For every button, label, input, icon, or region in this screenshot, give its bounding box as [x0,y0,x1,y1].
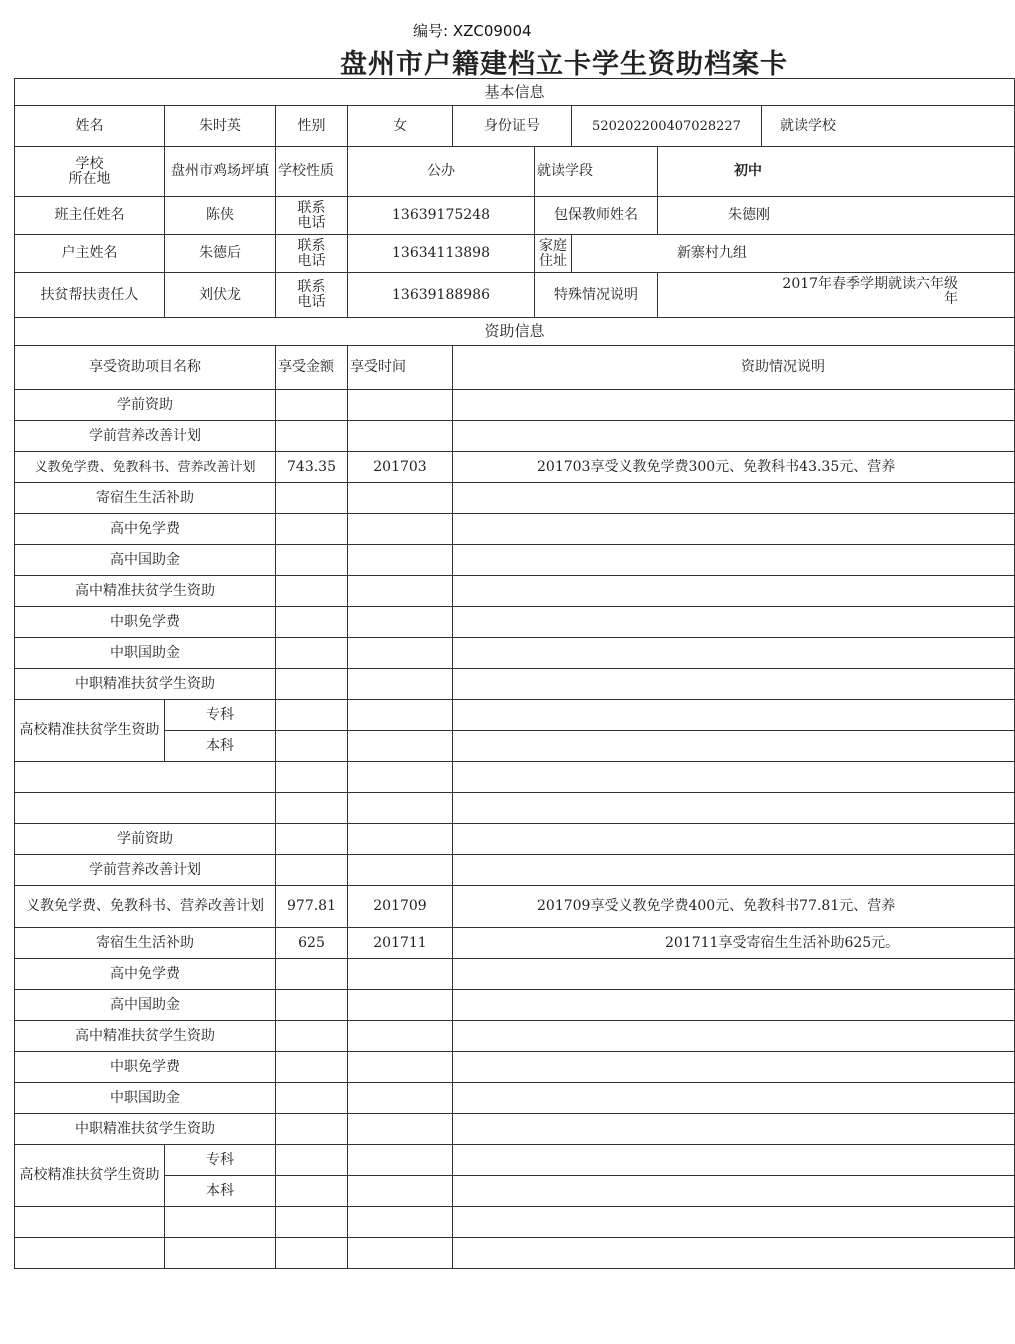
aid-item-time [348,959,453,990]
aid-college-sub2: 本科 [165,1176,276,1207]
aid-item-name: 高中免学费 [15,514,276,545]
aid-row [15,638,1015,669]
aid-item-name: 学前营养改善计划 [15,421,276,452]
value-id: 520202200407028227 [572,106,762,147]
value-head-phone: 13634113898 [348,235,535,273]
value-address: 新寨村九组 [572,235,1015,273]
blank-cell [348,762,453,793]
value-helper-phone: 13639188986 [348,273,535,318]
aid-item-description [453,1021,1015,1052]
aid-item-description [453,390,1015,421]
value-household-head: 朱德后 [165,235,276,273]
aid-item-name: 寄宿生生活补助 [15,483,276,514]
aid-item-description [453,1083,1015,1114]
value-helper: 刘伏龙 [165,273,276,318]
aid-college-description [453,1145,1015,1176]
aid-item-description [453,545,1015,576]
aid-row [15,1083,1015,1114]
aid-item-time [348,607,453,638]
blank-cell [453,762,1015,793]
aid-item-time [348,1114,453,1145]
aid-item-time: 201711 [348,928,453,959]
aid-item-time [348,576,453,607]
aid-item-description: 201703享受义教免学费300元、免教科书43.35元、营养 [453,452,1015,483]
aid-row [15,1052,1015,1083]
blank-cell [453,1207,1015,1238]
aid-college-amount [276,700,348,731]
aid-row [15,990,1015,1021]
aid-row [15,483,1015,514]
aid-item-description [453,990,1015,1021]
aid-item-amount [276,421,348,452]
aid-row [15,669,1015,700]
section-aid-info: 资助信息 [15,318,1015,346]
aid-item-amount [276,576,348,607]
aid-item-time [348,421,453,452]
label-head-phone: 联系 电话 [276,235,348,273]
blank-cell [15,1207,165,1238]
blank-cell [453,793,1015,824]
aid-college-label: 高校精准扶贫学生资助 [15,700,165,762]
blank-row [15,793,1015,824]
blank-cell [15,762,276,793]
aid-item-amount [276,1052,348,1083]
aid-item-description [453,1114,1015,1145]
aid-item-amount [276,855,348,886]
aid-item-name: 中职精准扶贫学生资助 [15,1114,276,1145]
label-school-nature: 学校性质 [276,147,348,197]
aid-item-description [453,959,1015,990]
aid-item-time [348,483,453,514]
aid-item-description [453,421,1015,452]
header-description: 资助情况说明 [453,346,1015,390]
blank-cell [15,793,276,824]
blank-cell [276,793,348,824]
aid-item-time [348,390,453,421]
aid-row-college [15,1176,1015,1207]
aid-item-name: 寄宿生生活补助 [15,928,276,959]
aid-item-name: 高中国助金 [15,990,276,1021]
label-teacher: 班主任姓名 [15,197,165,235]
aid-item-time: 201709 [348,886,453,928]
value-gender: 女 [348,106,453,147]
blank-cell [165,1207,276,1238]
aid-item-time [348,855,453,886]
aid-item-time [348,1083,453,1114]
blank-cell [453,1238,1015,1269]
aid-item-amount [276,959,348,990]
page-title: 盘州市户籍建档立卡学生资助档案卡 [340,49,788,80]
aid-item-amount [276,514,348,545]
blank-cell [348,1238,453,1269]
aid-item-amount [276,1114,348,1145]
aid-college-amount [276,1145,348,1176]
aid-item-amount: 743.35 [276,452,348,483]
aid-row [15,514,1015,545]
aid-item-name: 中职精准扶贫学生资助 [15,669,276,700]
aid-college-description [453,700,1015,731]
blank-cell [348,1207,453,1238]
aid-item-time: 201703 [348,452,453,483]
archive-table [14,78,1015,1269]
aid-item-amount [276,607,348,638]
aid-item-name: 学前营养改善计划 [15,855,276,886]
aid-item-description: 201711享受寄宿生生活补助625元。 [453,928,1015,959]
aid-row [15,824,1015,855]
aid-item-name: 高中精准扶贫学生资助 [15,576,276,607]
label-name: 姓名 [15,106,165,147]
aid-item-time [348,669,453,700]
aid-row [15,390,1015,421]
aid-row-college [15,731,1015,762]
blank-row [15,1238,1015,1269]
serial-number: 编号: XZC09004 [413,22,532,40]
aid-college-time [348,1145,453,1176]
aid-row [15,545,1015,576]
aid-item-time [348,514,453,545]
aid-item-time [348,1021,453,1052]
aid-row [15,1021,1015,1052]
aid-college-amount [276,731,348,762]
aid-item-amount: 977.81 [276,886,348,928]
aid-item-amount [276,1083,348,1114]
aid-item-amount [276,669,348,700]
value-teacher: 陈侠 [165,197,276,235]
aid-item-description [453,514,1015,545]
blank-cell [348,793,453,824]
label-school-location: 学校 所在地 [15,147,165,197]
value-school-nature: 公办 [348,147,535,197]
aid-item-name: 高中国助金 [15,545,276,576]
aid-item-name: 学前资助 [15,824,276,855]
aid-item-name: 高中精准扶贫学生资助 [15,1021,276,1052]
label-helper-phone: 联系 电话 [276,273,348,318]
aid-college-sub1: 专科 [165,700,276,731]
aid-item-amount [276,545,348,576]
label-id: 身份证号 [453,106,572,147]
label-helper: 扶贫帮扶责任人 [15,273,165,318]
aid-item-description [453,576,1015,607]
label-teacher-phone: 联系 电话 [276,197,348,235]
aid-item-description [453,607,1015,638]
archive-card [14,78,959,1276]
aid-college-time [348,700,453,731]
header-time: 享受时间 [348,346,453,390]
aid-row-college [15,700,1015,731]
aid-college-description [453,731,1015,762]
aid-college-sub1: 专科 [165,1145,276,1176]
aid-item-description [453,824,1015,855]
aid-item-time [348,638,453,669]
aid-item-name: 高中免学费 [15,959,276,990]
aid-row [15,576,1015,607]
blank-cell [276,1207,348,1238]
aid-college-amount [276,1176,348,1207]
aid-item-name: 学前资助 [15,390,276,421]
aid-item-amount [276,638,348,669]
value-special: 2017年春季学期就读六年级 年 [658,273,1015,318]
aid-item-amount: 625 [276,928,348,959]
aid-row [15,1114,1015,1145]
aid-item-name: 中职免学费 [15,1052,276,1083]
label-mentor: 包保教师姓名 [535,197,658,235]
aid-item-description [453,483,1015,514]
aid-item-name: 中职国助金 [15,638,276,669]
label-household-head: 户主姓名 [15,235,165,273]
aid-item-description [453,1052,1015,1083]
aid-item-amount [276,990,348,1021]
aid-college-time [348,1176,453,1207]
section-basic-info: 基本信息 [15,79,1015,106]
aid-item-amount [276,824,348,855]
aid-item-time [348,1052,453,1083]
aid-row [15,959,1015,990]
aid-item-name: 义教免学费、免教科书、营养改善计划 [15,452,276,483]
aid-row [15,928,1015,959]
value-mentor: 朱德刚 [658,197,1015,235]
aid-item-name: 中职国助金 [15,1083,276,1114]
blank-cell [276,762,348,793]
label-school: 就读学校 [762,106,1015,147]
header-amount: 享受金额 [276,346,348,390]
blank-cell [15,1238,165,1269]
aid-item-name: 义教免学费、免教科书、营养改善计划 [15,886,276,928]
aid-item-description [453,638,1015,669]
aid-college-time [348,731,453,762]
aid-item-time [348,545,453,576]
value-name: 朱时英 [165,106,276,147]
aid-item-description [453,855,1015,886]
value-school-stage: 初中 [658,147,1015,197]
aid-college-sub2: 本科 [165,731,276,762]
value-school-location: 盘州市鸡场坪填 [165,147,276,197]
blank-row [15,762,1015,793]
aid-item-amount [276,483,348,514]
value-teacher-phone: 13639175248 [348,197,535,235]
aid-item-time [348,990,453,1021]
aid-row [15,421,1015,452]
aid-college-description [453,1176,1015,1207]
label-special: 特殊情况说明 [535,273,658,318]
header-item-name: 享受资助项目名称 [15,346,276,390]
blank-row [15,1207,1015,1238]
label-school-stage: 就读学段 [535,147,658,197]
blank-cell [165,1238,276,1269]
aid-row-college [15,1145,1015,1176]
aid-item-name: 中职免学费 [15,607,276,638]
aid-item-description [453,669,1015,700]
aid-row [15,452,1015,483]
aid-item-description: 201709享受义教免学费400元、免教科书77.81元、营养 [453,886,1015,928]
aid-item-amount [276,1021,348,1052]
aid-item-time [348,824,453,855]
aid-row [15,855,1015,886]
label-gender: 性别 [276,106,348,147]
label-address: 家庭 住址 [535,235,572,273]
aid-college-label: 高校精准扶贫学生资助 [15,1145,165,1207]
aid-item-amount [276,390,348,421]
aid-row [15,886,1015,928]
aid-row [15,607,1015,638]
blank-cell [276,1238,348,1269]
